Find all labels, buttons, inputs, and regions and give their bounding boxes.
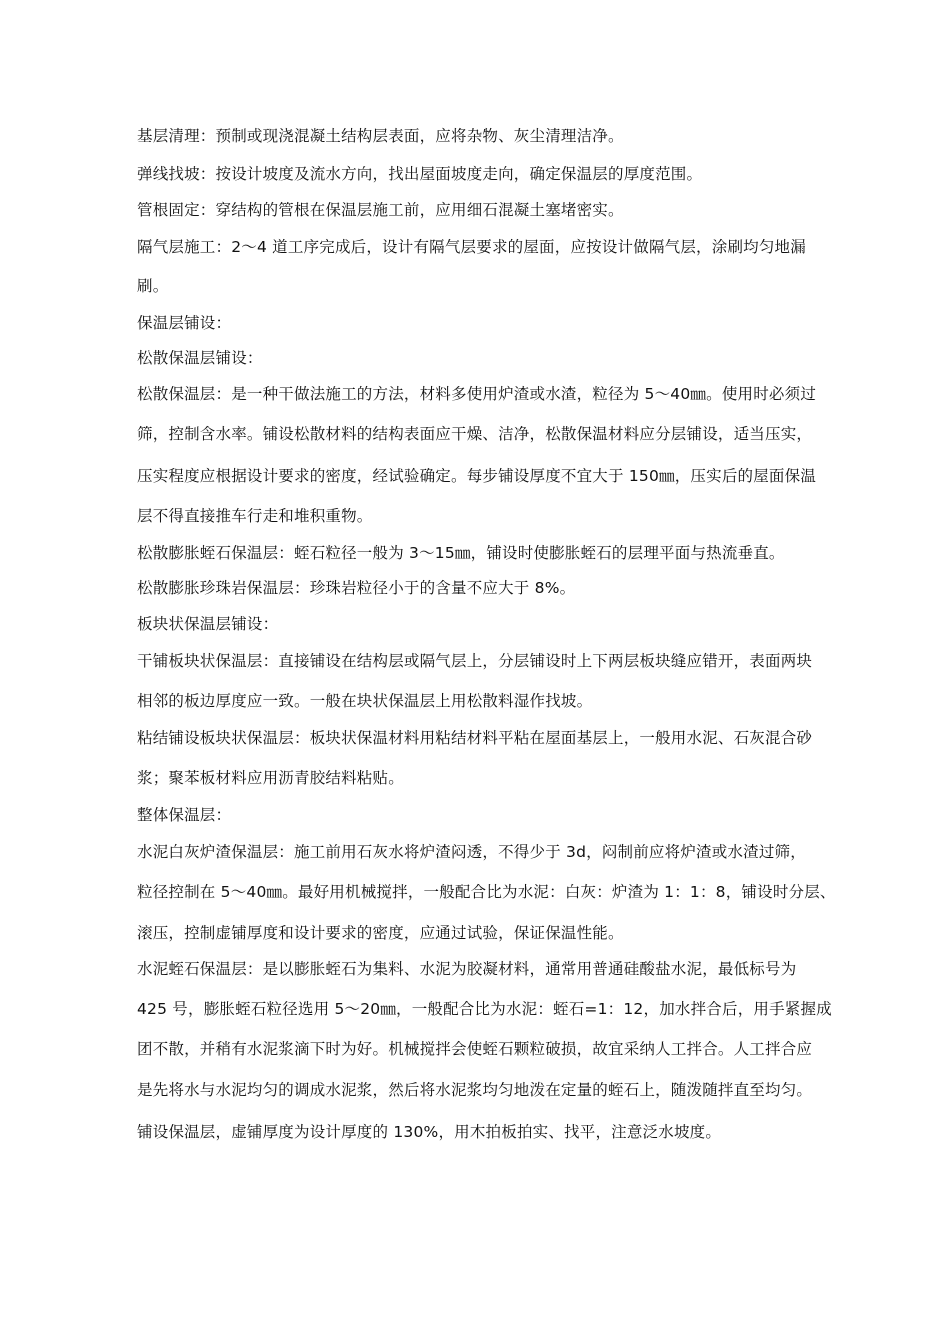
text-line: 松散膨胀珍珠岩保温层：珍珠岩粒径小于的含量不应大于 8%。	[137, 579, 576, 597]
text-line: 弹线找坡：按设计坡度及流水方向，找出屋面坡度走向，确定保温层的厚度范围。	[137, 165, 703, 183]
text-line: 粒径控制在 5～40㎜。最好用机械搅拌，一般配合比为水泥：白灰：炉渣为 1：1：8，铺设时分层、	[137, 883, 836, 901]
text-line: 团不散，并稍有水泥浆滴下时为好。机械搅拌会使蛭石颗粒破损，故宜采纳人工拌合。人工拌合应	[137, 1040, 813, 1058]
subsection-heading: 整体保温层：	[137, 806, 232, 824]
text-line: 水泥蛭石保温层：是以膨胀蛭石为集料、水泥为胶凝材料，通常用普通硅酸盐水泥，最低标号为	[137, 960, 797, 978]
text-line: 相邻的板边厚度应一致。一般在块状保温层上用松散料湿作找坡。	[137, 692, 593, 710]
section-heading: 保温层铺设：	[137, 314, 232, 332]
text-line: 筛，控制含水率。铺设松散材料的结构表面应干燥、洁净，松散保温材料应分层铺设，适当压实，	[137, 425, 813, 443]
text-line: 水泥白灰炉渣保温层：施工前用石灰水将炉渣闷透，不得少于 3d，闷制前应将炉渣或水渣过筛，	[137, 843, 806, 861]
text-line: 隔气层施工：2～4 道工序完成后，设计有隔气层要求的屋面，应按设计做隔气层，涂刷均匀地漏	[137, 238, 806, 256]
text-line: 425 号，膨胀蛭石粒径选用 5～20㎜，一般配合比为水泥：蛭石=1：12，加水拌合后，用手紧握成	[137, 1000, 832, 1018]
text-line: 管根固定：穿结构的管根在保温层施工前，应用细石混凝土塞堵密实。	[137, 201, 624, 219]
text-line: 滚压，控制虚铺厚度和设计要求的密度，应通过试验，保证保温性能。	[137, 924, 624, 942]
text-line: 压实程度应根据设计要求的密度，经试验确定。每步铺设厚度不宜大于 150㎜，压实后的屋面保温	[137, 467, 817, 485]
text-line: 基层清理：预制或现浇混凝土结构层表面，应将杂物、灰尘清理洁净。	[137, 127, 624, 145]
text-line: 干铺板块状保温层：直接铺设在结构层或隔气层上，分层铺设时上下两层板块缝应错开，表面两块	[137, 652, 813, 670]
text-line: 刷。	[137, 277, 169, 295]
text-line: 层不得直接推车行走和堆积重物。	[137, 507, 373, 525]
text-line: 粘结铺设板块状保温层：板块状保温材料用粘结材料平粘在屋面基层上，一般用水泥、石灰混合砂	[137, 729, 813, 747]
text-line: 铺设保温层，虚铺厚度为设计厚度的 130%，用木拍板拍实、找平，注意泛水坡度。	[137, 1123, 722, 1141]
subsection-heading: 松散保温层铺设：	[137, 349, 263, 367]
text-line: 是先将水与水泥均匀的调成水泥浆，然后将水泥浆均匀地泼在定量的蛭石上，随泼随拌直至均匀。	[137, 1081, 813, 1099]
subsection-heading: 板块状保温层铺设：	[137, 615, 279, 633]
text-line: 松散保温层：是一种干做法施工的方法，材料多使用炉渣或水渣，粒径为 5～40㎜。使用时必须过	[137, 385, 817, 403]
text-line: 浆；聚苯板材料应用沥青胶结料粘贴。	[137, 769, 404, 787]
text-line: 松散膨胀蛭石保温层：蛭石粒径一般为 3～15㎜，铺设时使膨胀蛭石的层理平面与热流垂直。	[137, 544, 785, 562]
